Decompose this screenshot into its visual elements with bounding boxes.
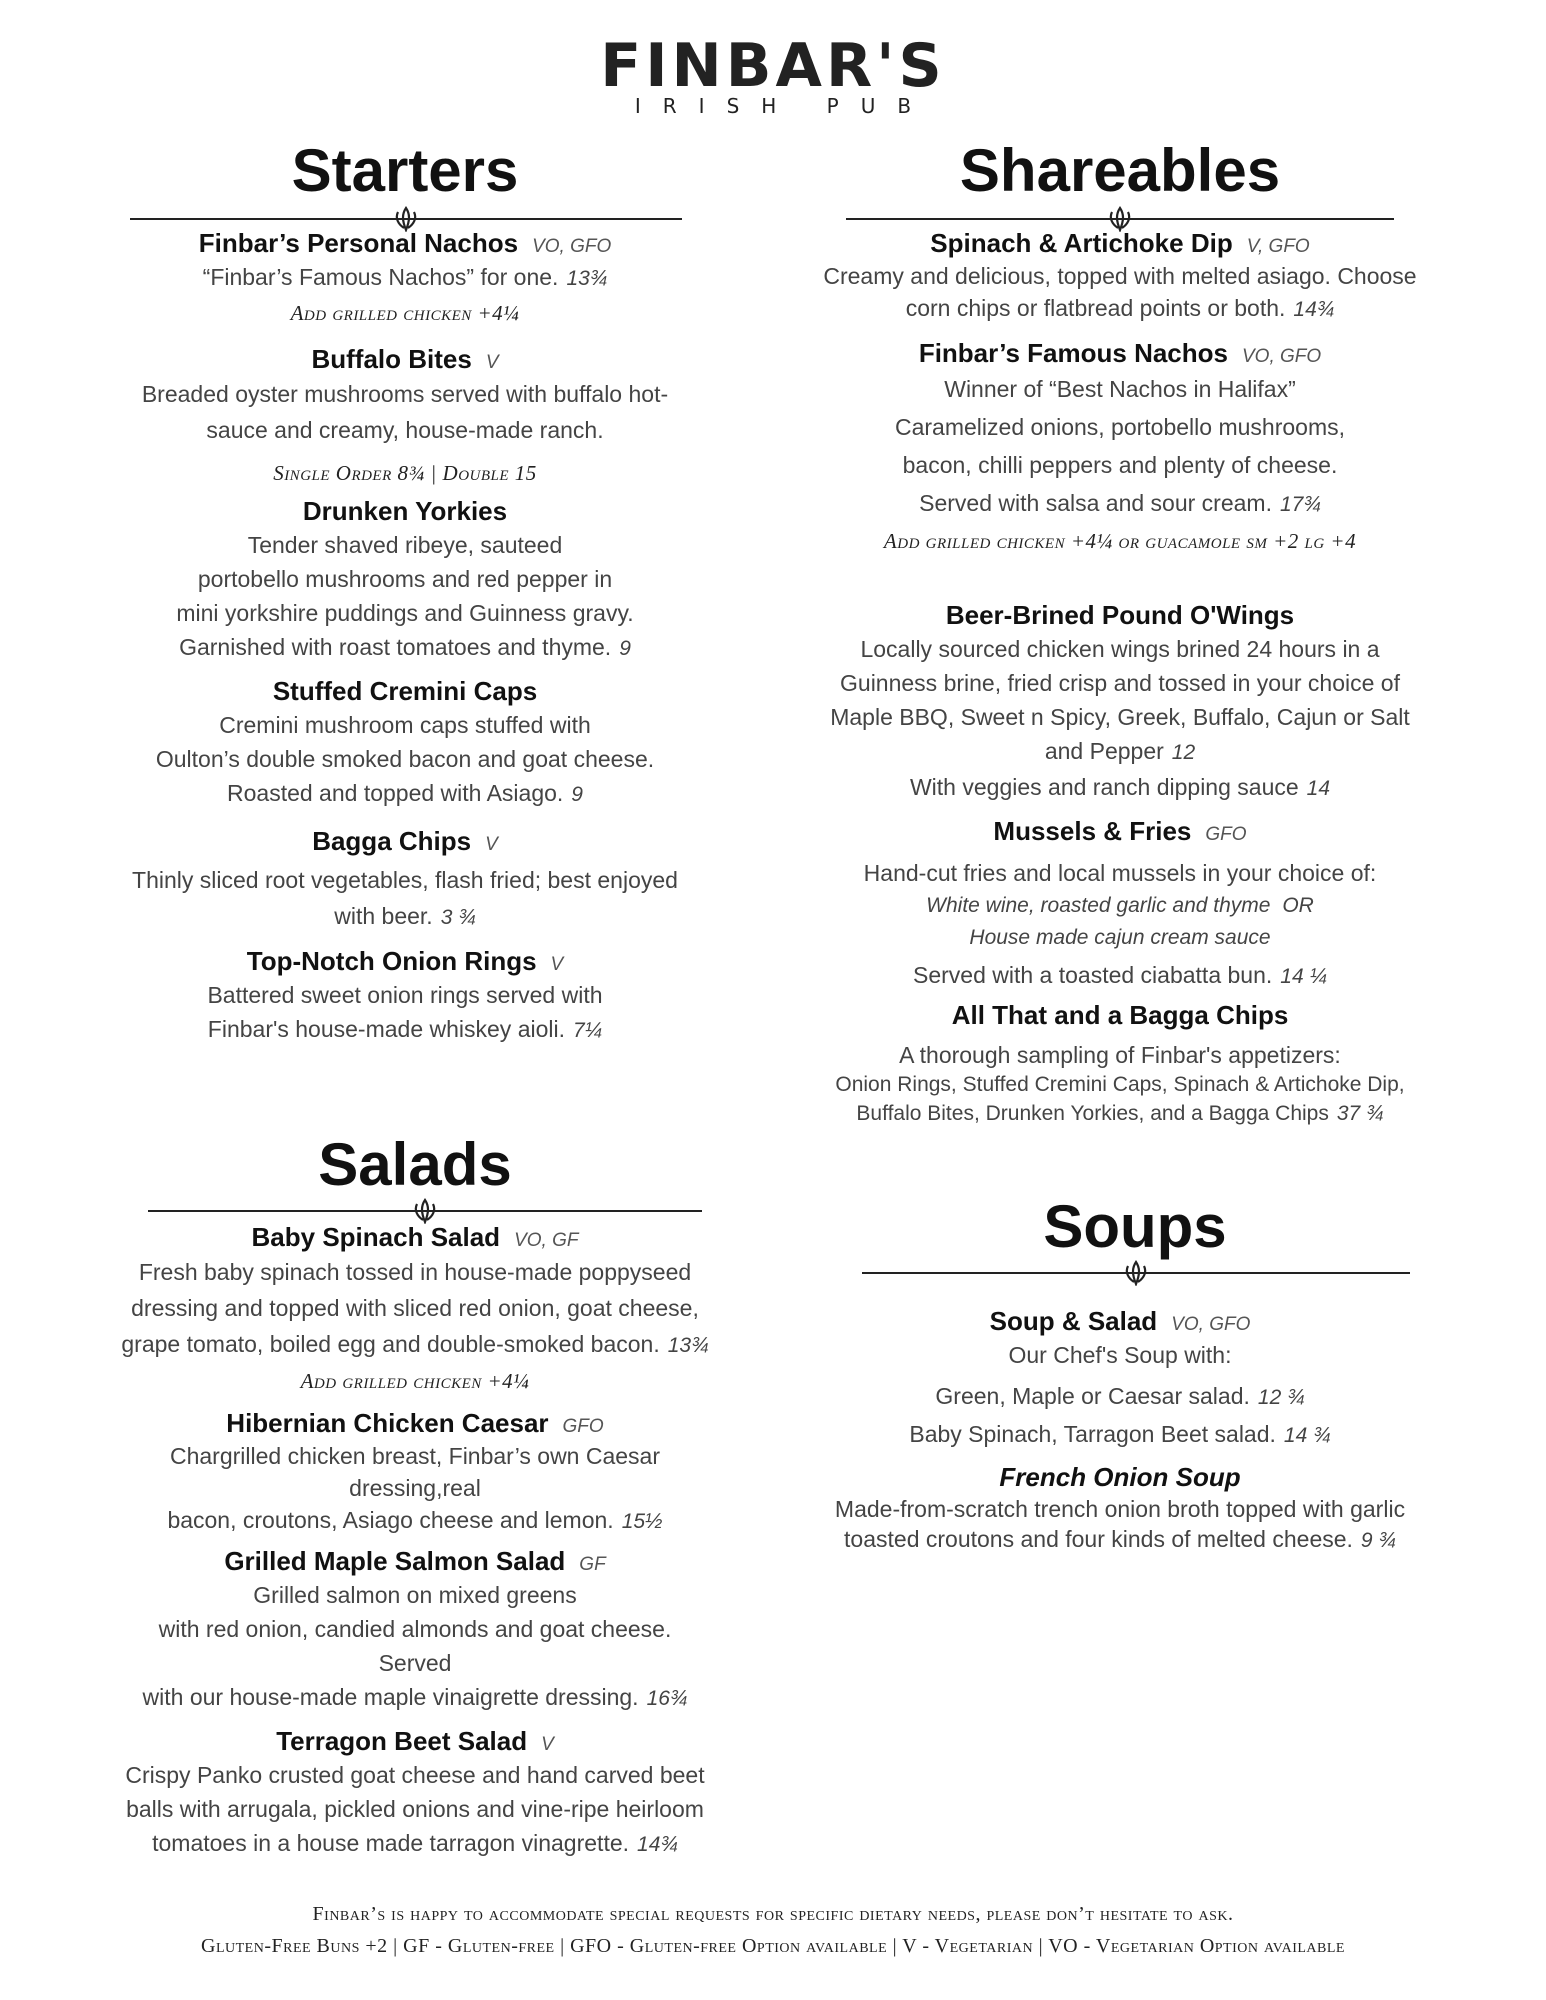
item-price: 7¼ (573, 1019, 603, 1042)
salads-section (120, 1132, 710, 1862)
item-price: 9 (571, 783, 583, 806)
item-description: Onion Rings, Stuffed Cremini Caps, Spinach & Artichoke Dip, Buffalo Bites, Drunken Yorkies, and a Bagga Chips 37 ¾ (835, 1073, 1405, 1125)
item-tags: V, GFO (1246, 236, 1310, 257)
ornament-icon (1119, 1260, 1153, 1286)
item-tags: VO, GFO (532, 236, 612, 257)
starters-section (120, 138, 690, 1048)
item-tags: V (485, 352, 499, 373)
item-name: Finbar’s Personal Nachos (198, 228, 519, 258)
item-price: 14¾ (1293, 298, 1335, 321)
item-options: White wine, roasted garlic and thyme OR House made cajun cream sauce (926, 894, 1314, 949)
menu-item (120, 824, 690, 936)
logo-subtitle: IRISH PUB (634, 94, 934, 118)
item-name: Terragon Beet Salad (276, 1726, 528, 1756)
soups-section (790, 1194, 1450, 1556)
menu-item (120, 1406, 710, 1538)
menu-item (790, 598, 1450, 806)
item-description: Breaded oyster mushrooms served with buffalo hot- sauce and creamy, house-made ranch. (141, 381, 669, 443)
logo (0, 31, 1546, 118)
section-title-shareables: Shareables (959, 137, 1281, 204)
menu-item (120, 1220, 710, 1398)
item-price: 17¾ (1279, 493, 1321, 516)
item-price: 9 (619, 637, 631, 660)
item-name: French Onion Soup (999, 1462, 1241, 1492)
item-tags: GF (579, 1554, 606, 1575)
item-price: 14 ¼ (1280, 965, 1327, 988)
item-tags: VO, GFO (1171, 1314, 1251, 1335)
item-description: Chargrilled chicken breast, Finbar’s own Caesar dressing,real bacon, croutons, Asiago cheese and lemon. 15½ (167, 1443, 663, 1533)
logo-name: FINBAR'S (600, 31, 946, 101)
item-name: Spinach & Artichoke Dip (930, 228, 1233, 258)
section-title-salads: Salads (318, 1131, 512, 1198)
item-description: Made-from-scratch trench onion broth topped with garlic toasted croutons and four kinds of melted cheese. 9 ¾ (834, 1496, 1406, 1552)
item-description: Our Chef's Soup with: (1008, 1342, 1232, 1368)
ornament-icon (408, 1198, 442, 1224)
item-price: 13¾ (667, 1334, 709, 1357)
section-title-soups: Soups (1043, 1193, 1227, 1260)
item-tags: GFO (1205, 824, 1247, 845)
section-title-starters: Starters (291, 137, 519, 204)
footer-note: Finbar’s is happy to accommodate special requests for specific dietary needs, please don’t hesitate to ask. (312, 1903, 1234, 1925)
item-description: Creamy and delicious, topped with melted asiago. Choose corn chips or flatbread points or both. 14¾ (823, 263, 1417, 321)
menu-item (120, 944, 690, 1048)
item-tags: V (485, 834, 498, 855)
item-price: 15½ (621, 1510, 663, 1533)
item-price: 3 ¾ (440, 906, 476, 929)
shareables-section (790, 138, 1450, 1128)
item-name: Stuffed Cremini Caps (272, 676, 538, 706)
item-name: Mussels & Fries (993, 816, 1192, 846)
menu-item (120, 226, 690, 330)
item-price: 14 ¾ (1283, 1424, 1331, 1447)
item-description: Cremini mushroom caps stuffed with Oulton’s double smoked bacon and goat cheese. Roasted and topped with Asiago. 9 (155, 712, 655, 806)
item-price: 16¾ (646, 1687, 688, 1710)
item-price: 12 (1171, 741, 1196, 764)
item-description: Winner of “Best Nachos in Halifax” Caramelized onions, portobello mushrooms, bacon, chilli peppers and plenty of cheese. Served with salsa and sour cream. 17¾ (895, 376, 1345, 516)
item-addon: Add grilled chicken +4¼ or guacamole sm +2 lg +4 (883, 529, 1357, 553)
item-description: “Finbar’s Famous Nachos” for one. (202, 264, 559, 290)
section-divider (148, 1198, 702, 1224)
section-divider (862, 1260, 1410, 1286)
item-name: Grilled Maple Salmon Salad (224, 1546, 566, 1576)
footer (0, 1898, 1546, 1962)
item-description: Crispy Panko crusted goat cheese and hand carved beet balls with arrugala, pickled onions and vine-ripe heirloom tomatoes in a house made tarragon vinagrette. 14¾ (125, 1762, 705, 1856)
menu-item (790, 1460, 1450, 1556)
item-description: Hand-cut fries and local mussels in your choice of: (863, 860, 1377, 886)
section-divider (846, 206, 1394, 232)
item-tags: VO, GF (514, 1230, 579, 1251)
item-name: Top-Notch Onion Rings (246, 946, 537, 976)
item-name: Baby Spinach Salad (251, 1222, 501, 1252)
footer-legend: Gluten-Free Buns +2 | GF - Gluten-free | GFO - Gluten-free Option available | V - Vegetarian | VO - Vegetarian Option available (201, 1935, 1345, 1957)
item-description: Fresh baby spinach tossed in house-made poppyseed dressing and topped with sliced red onion, goat cheese, grape tomato, boiled egg and double-smoked bacon. 13¾ (121, 1259, 709, 1357)
ornament-icon (1103, 206, 1137, 232)
item-price: 13¾ (566, 267, 608, 290)
menu-item (790, 814, 1450, 994)
item-addon: Single Order 8¾ | Double 15 (273, 461, 537, 485)
section-divider (130, 206, 682, 232)
menu-item (120, 1724, 710, 1862)
menu-item (120, 494, 690, 666)
menu-item (120, 674, 690, 812)
item-name: Buffalo Bites (311, 344, 472, 374)
item-name: Finbar’s Famous Nachos (918, 338, 1228, 368)
item-name: Bagga Chips (312, 826, 472, 856)
item-tags: GFO (562, 1416, 604, 1437)
ornament-icon (389, 206, 423, 232)
item-price: 12 ¾ (1257, 1386, 1305, 1409)
item-description: Grilled salmon on mixed greens with red onion, candied almonds and goat cheese. Served with our house-made maple vinaigrette dressing. 16¾ (142, 1582, 688, 1710)
menu-item (790, 998, 1450, 1128)
menu-item (790, 226, 1450, 326)
item-tags: V (550, 954, 564, 975)
item-description: A thorough sampling of Finbar's appetizers: (899, 1042, 1341, 1068)
item-name: Hibernian Chicken Caesar (226, 1408, 549, 1438)
item-description: Tender shaved ribeye, sauteed portobello mushrooms and red pepper in mini yorkshire puddings and Guinness gravy. Garnished with roast tomatoes and thyme. 9 (176, 532, 634, 660)
menu-item (790, 1304, 1450, 1454)
item-tags: V (541, 1734, 554, 1755)
menu-item (120, 342, 690, 490)
item-description: Locally sourced chicken wings brined 24 hours in a Guinness brine, fried crisp and tossed in your choice of Maple BBQ, Sweet n Spicy, Greek, Buffalo, Cajun or Salt and Pepper 12 With veggies and ranch dipping sauce 14 (830, 636, 1410, 800)
item-name: All That and a Bagga Chips (951, 1000, 1289, 1030)
item-price: 9 ¾ (1360, 1529, 1396, 1552)
item-price: 37 ¾ (1336, 1102, 1384, 1125)
item-description: Battered sweet onion rings served with Finbar's house-made whiskey aioli. 7¼ (207, 982, 603, 1042)
item-extra: Served with a toasted ciabatta bun. 14 ¼ (912, 962, 1327, 988)
item-options: Green, Maple or Caesar salad. 12 ¾ Baby Spinach, Tarragon Beet salad. 14 ¾ (909, 1383, 1331, 1447)
item-price: 14 (1306, 777, 1331, 800)
item-description: Thinly sliced root vegetables, flash fried; best enjoyed with beer. 3 ¾ (132, 867, 678, 929)
menu-item (120, 1544, 710, 1716)
item-name: Drunken Yorkies (302, 496, 508, 526)
item-addon: Add grilled chicken +4¼ (290, 301, 520, 325)
item-tags: VO, GFO (1242, 346, 1322, 367)
item-name: Soup & Salad (989, 1306, 1158, 1336)
item-addon: Add grilled chicken +4¼ (300, 1369, 530, 1393)
menu-item (790, 336, 1450, 558)
item-price: 14¾ (637, 1833, 678, 1856)
item-name: Beer-Brined Pound O'Wings (945, 600, 1295, 630)
